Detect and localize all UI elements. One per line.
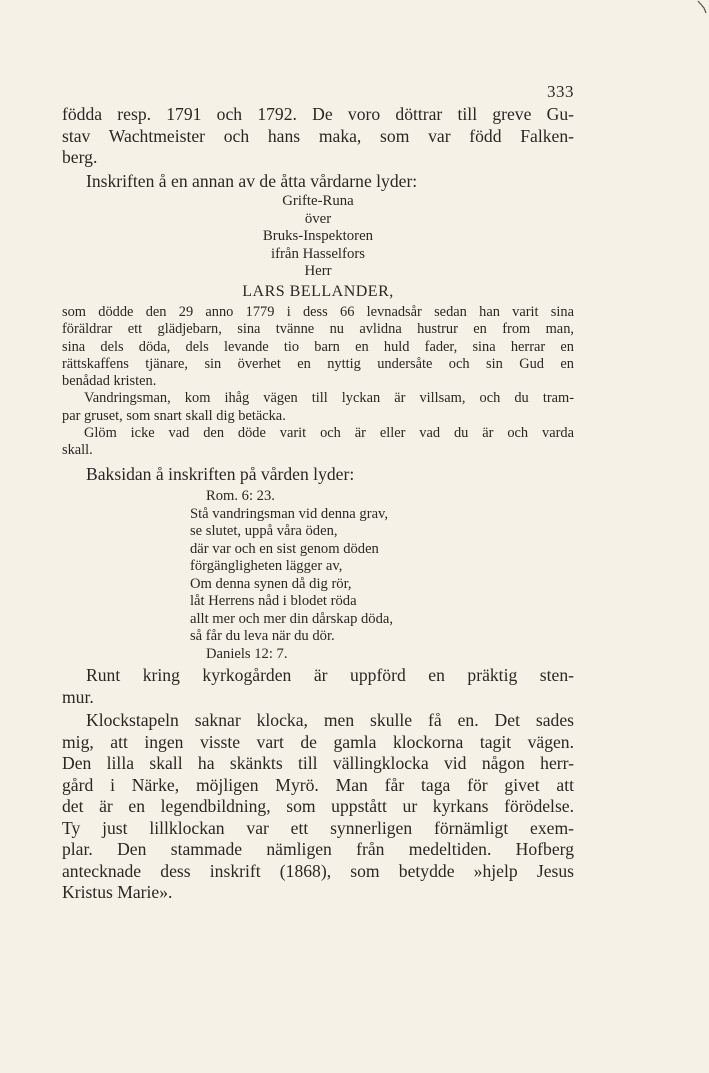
poem-line: se slutet, uppå våra öden, — [190, 523, 338, 539]
poem-line: låt Herrens nåd i blodet röda — [190, 593, 357, 609]
paragraph-3 — [62, 464, 574, 486]
text-line: berg. — [62, 147, 98, 167]
inscription-line: Grifte-Runa — [282, 193, 354, 209]
text-line: plar. Den stammade nämligen från medeltiden. Hofberg — [62, 839, 574, 859]
text-line: benådad kristen. — [62, 373, 157, 390]
text-line: stav Wachtmeister och hans maka, som var född Falken- — [62, 125, 574, 146]
inscription-line: ifrån Hasselfors — [270, 245, 366, 262]
poem-line: förgängligheten lägger av, — [190, 558, 343, 574]
poem-line: Om denna synen då dig rör, — [190, 575, 352, 592]
text-line: Ty just lillklockan var ett synnerligen förnämligt exem- — [62, 817, 574, 838]
text-line: rättskaffens tjänare, sin överhet en nyttig undersåte och sin Gud en — [62, 355, 574, 372]
poem-line: allt mer och mer din dårskap döda, — [190, 610, 394, 627]
poem-line: så får du leva när du dör. — [190, 628, 335, 644]
text-line: Den lilla skall ha skänkts till vällingklocka vid någon herr- — [62, 753, 574, 773]
text-line: antecknade dess inskrift (1868), som betydde »hjelp Jesus — [62, 860, 574, 881]
poem-reference: Rom. 6: 23. — [206, 488, 275, 504]
text-line: Vandringsman, kom ihåg vägen till lyckan är villsam, och du tram- — [84, 390, 574, 407]
inscription-line: över — [304, 210, 332, 227]
corner-mark — [697, 0, 707, 14]
text-line: födda resp. 1791 och 1792. De voro döttrar till greve Gu- — [62, 104, 574, 124]
inscription-name: LARS BELLANDER, — [242, 282, 394, 300]
text-line: mig, att ingen visste vart de gamla klockorna tagit vägen. — [62, 731, 574, 752]
text-line: som dödde den 29 anno 1779 i dess 66 levnadsår sedan han varit sina — [62, 304, 574, 320]
text-line: det är en legendbildning, som uppstått ur kyrkans förödelse. — [62, 796, 574, 816]
text-line: Klockstapeln saknar klocka, men skulle få en. Det sades — [86, 710, 574, 730]
inscription-body — [62, 304, 574, 460]
text-line: Runt kring kyrkogården är uppförd en präktig sten- — [86, 665, 574, 685]
poem-reference: Daniels 12: 7. — [206, 645, 288, 662]
text-line: gård i Närke, möjligen Myrö. Man får taga för givet att — [62, 774, 574, 795]
text-line: Kristus Marie». — [62, 882, 173, 902]
text-line: Baksidan å inskriften på vården lyder: — [86, 464, 355, 484]
inscription-line: Bruks-Inspektoren — [262, 228, 374, 245]
text-line: Glöm icke vad den döde varit och är eller vad du är och varda — [84, 425, 574, 442]
paragraph-1 — [62, 104, 574, 169]
text-line: sina dels döda, dels levande tio barn en huld fader, sina herrar en — [62, 338, 574, 355]
inscription-heading — [62, 193, 574, 301]
text-line: mur. — [62, 686, 94, 707]
text-line: par gruset, som snart skall dig betäcka. — [62, 407, 286, 424]
text-line: skall. — [62, 442, 93, 459]
poem-line: Stå vandringsman vid denna grav, — [190, 505, 389, 522]
text-line: föräldrar ett glädjebarn, sina tvänne nu avlidna hustrur en from man, — [62, 321, 574, 338]
paragraph-4 — [62, 665, 574, 708]
text-line: Inskriften å en annan av de åtta vårdarne lyder: — [86, 171, 418, 191]
page-number: 333 — [547, 82, 574, 101]
paragraph-5 — [62, 710, 574, 904]
inscription-line: Herr — [304, 263, 332, 280]
poem-line: där var och en sist genom döden — [190, 540, 379, 557]
poem — [190, 488, 490, 663]
paragraph-2 — [62, 171, 574, 193]
